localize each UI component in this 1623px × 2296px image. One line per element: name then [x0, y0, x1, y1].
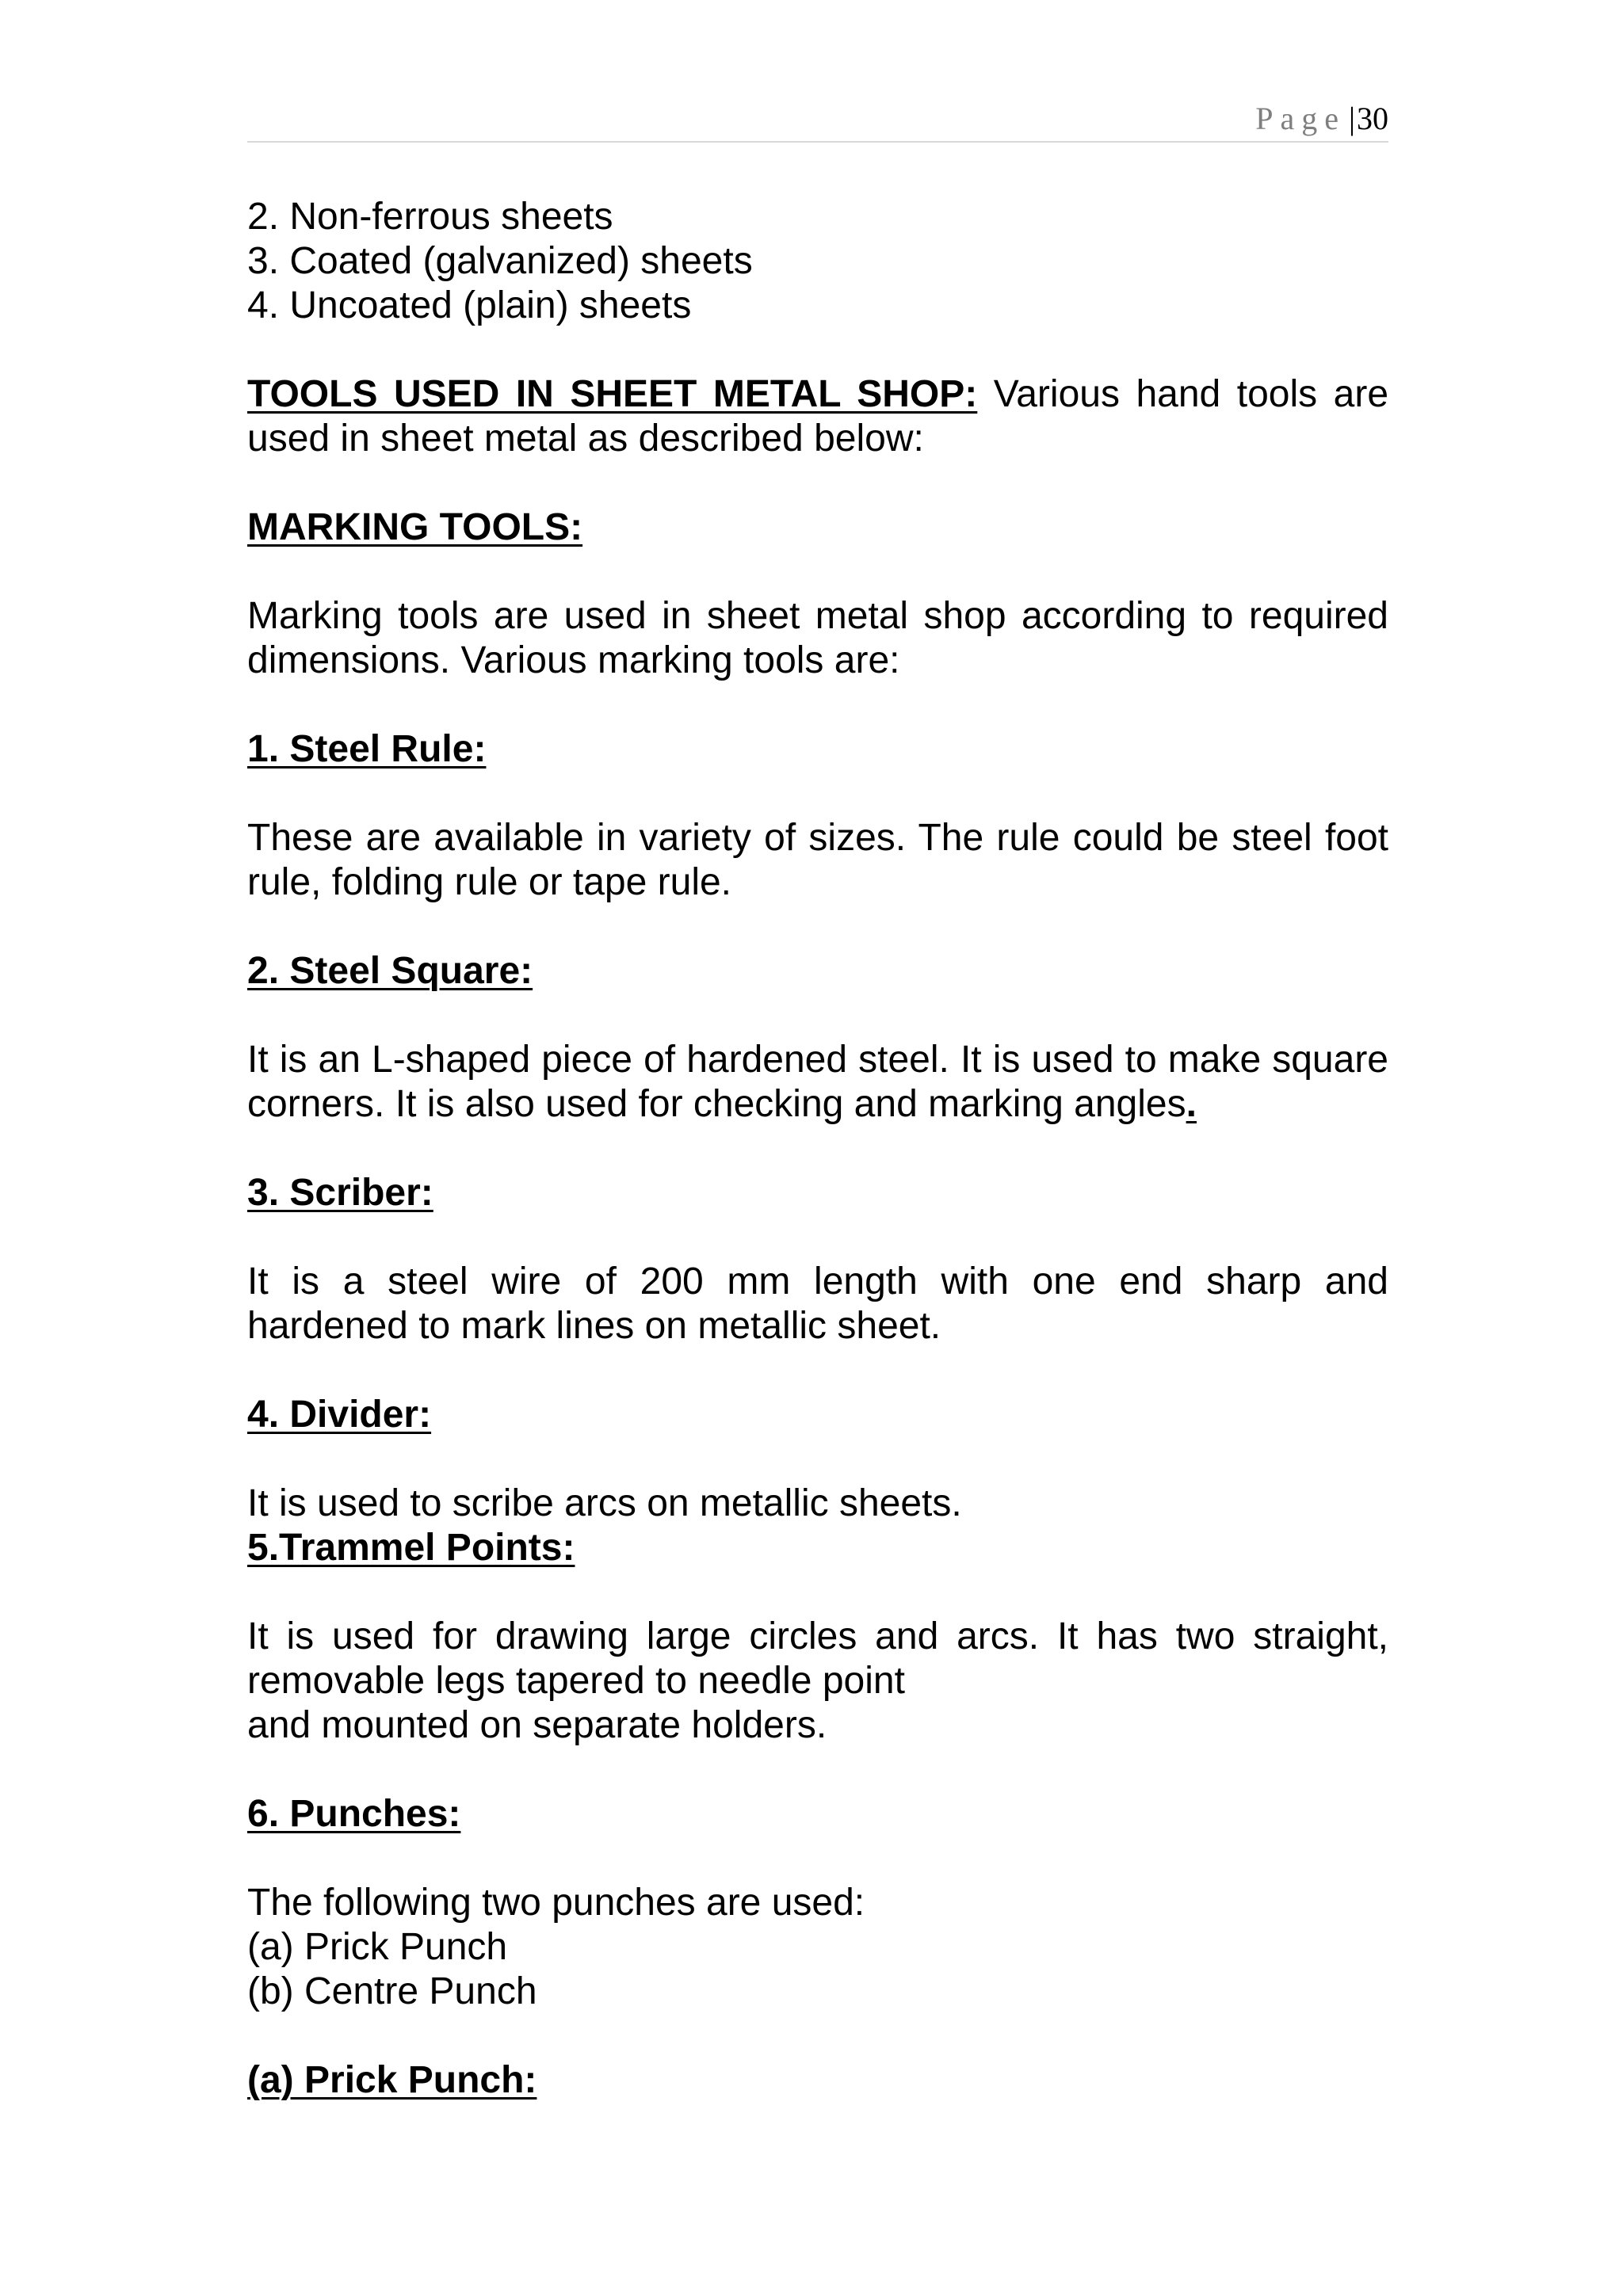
steel-square-heading: 2. Steel Square: [247, 950, 533, 992]
page-number [1255, 100, 1388, 137]
divider-text: It is used to scribe arcs on metallic sheets. [247, 1482, 962, 1524]
divider-heading: 4. Divider: [247, 1394, 432, 1436]
steel-square-text: It is an L-shaped piece of hardened steel. It is used to make square corners. It is also used for checking and marking angles [247, 1039, 1388, 1125]
page-separator: | [1348, 101, 1355, 136]
punch-b-item: (b) Centre Punch [247, 1970, 537, 2012]
page-header [247, 93, 1388, 143]
marking-tools-heading: MARKING TOOLS: [247, 506, 583, 548]
steel-rule-heading-line [247, 727, 1388, 772]
divider-heading-line [247, 1393, 1388, 1437]
list-item: 2. Non-ferrous sheets [247, 196, 613, 238]
trammel-text-2: and mounted on separate holders. [247, 1704, 827, 1746]
prick-punch-heading-line [247, 2058, 1388, 2103]
punches-heading-line [247, 1792, 1388, 1836]
scriber-text: It is a steel wire of 200 mm length with one end sharp and hardened to mark lines on metallic sheet. [247, 1261, 1388, 1347]
steel-rule-text: These are available in variety of sizes. The rule could be steel foot rule, folding rule or tape rule. [247, 817, 1388, 903]
punch-a-item: (a) Prick Punch [247, 1926, 508, 1968]
trammel-heading: 5.Trammel Points: [247, 1527, 575, 1569]
steel-rule-heading: 1. Steel Rule: [247, 728, 487, 770]
list-item: 4. Uncoated (plain) sheets [247, 284, 692, 326]
scriber-heading-line [247, 1171, 1388, 1215]
prick-punch-heading: (a) Prick Punch: [247, 2059, 537, 2101]
tools-text: Various hand tools are used in sheet metal as described below: [247, 373, 1389, 460]
scriber-heading: 3. Scriber: [247, 1172, 433, 1214]
page-label: Page [1255, 101, 1346, 136]
marking-tools-text: Marking tools are used in sheet metal shop according to required dimensions. Various marking tools are: [247, 595, 1388, 681]
page-number-value: 30 [1357, 101, 1388, 136]
steel-square-heading-line [247, 949, 1388, 994]
steel-square-end: . [1186, 1083, 1197, 1125]
marking-tools-heading-line [247, 505, 1388, 550]
list-item: 3. Coated (galvanized) sheets [247, 240, 753, 282]
punches-text: The following two punches are used: [247, 1882, 865, 1924]
page-body [247, 195, 1388, 2103]
steel-square-paragraph [247, 1038, 1388, 1127]
tools-heading: TOOLS USED IN SHEET METAL SHOP: [247, 373, 978, 415]
trammel-heading-line [247, 1526, 1388, 1570]
punches-heading: 6. Punches: [247, 1793, 461, 1835]
trammel-text-1: It is used for drawing large circles and arcs. It has two straight, removable legs tapered to needle point [247, 1615, 1388, 1702]
tools-paragraph [247, 372, 1388, 461]
